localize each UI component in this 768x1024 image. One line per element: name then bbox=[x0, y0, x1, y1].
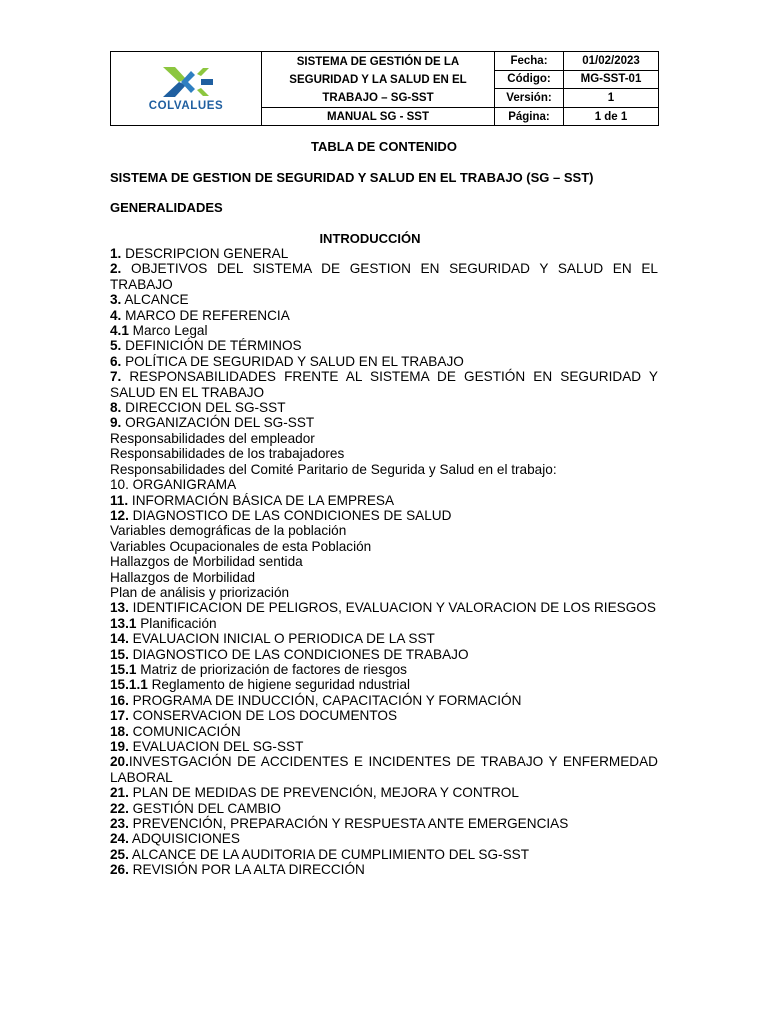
toc-item-text: COMUNICACIÓN bbox=[128, 723, 241, 739]
toc-item-number: 3. bbox=[110, 292, 122, 308]
toc-item bbox=[110, 677, 658, 692]
toc-item-text: REVISIÓN POR LA ALTA DIRECCIÓN bbox=[128, 862, 365, 878]
toc-item bbox=[110, 323, 658, 338]
toc-item-text: Responsabilidades de los trabajadores bbox=[110, 446, 345, 462]
toc-item-text: IDENTIFICACION DE PELIGROS, EVALUACION Y VALORACION DE LOS RIESGOS bbox=[128, 600, 656, 616]
toc-item-text: DIRECCION DEL SG-SST bbox=[121, 400, 286, 416]
toc-item-number: 17. bbox=[110, 708, 129, 724]
toc-item bbox=[110, 539, 658, 554]
toc-item bbox=[110, 831, 658, 846]
toc-item bbox=[110, 708, 658, 723]
system-title: SISTEMA DE GESTION DE SEGURIDAD Y SALUD EN EL TRABAJO (SG – SST) bbox=[110, 170, 594, 185]
toc-item-text: Reglamento de higiene seguridad ndustrial bbox=[147, 677, 411, 693]
toc-item bbox=[110, 493, 658, 508]
toc-item-text: PREVENCIÓN, PREPARACIÓN Y RESPUESTA ANTE EMERGENCIAS bbox=[128, 816, 569, 832]
toc-item-number: 9. bbox=[110, 415, 122, 431]
toc-item bbox=[110, 647, 658, 662]
manual-label: MANUAL SG - SST bbox=[262, 108, 495, 126]
generalidades-heading: GENERALIDADES bbox=[110, 200, 223, 215]
toc-item bbox=[110, 308, 658, 323]
toc-item-number: 7. bbox=[110, 369, 122, 385]
field-value-fecha: 01/02/2023 bbox=[564, 52, 659, 71]
toc-list bbox=[110, 246, 658, 878]
toc-item-text: MARCO DE REFERENCIA bbox=[121, 307, 290, 323]
toc-item-number: 19. bbox=[110, 739, 129, 754]
toc-item bbox=[110, 554, 658, 569]
toc-item bbox=[110, 261, 658, 292]
toc-item bbox=[110, 862, 658, 877]
toc-item-number: 26. bbox=[110, 862, 129, 878]
toc-item bbox=[110, 816, 658, 831]
introduccion-heading: INTRODUCCIÓN bbox=[319, 231, 421, 246]
toc-item-text: OBJETIVOS DEL SISTEMA DE GESTION EN SEGURIDAD Y SALUD EN EL TRABAJO bbox=[110, 261, 658, 292]
document-header-table bbox=[110, 51, 659, 126]
toc-item bbox=[110, 616, 658, 631]
toc-item bbox=[110, 354, 658, 369]
doc-title-line: SEGURIDAD Y LA SALUD EN EL bbox=[289, 74, 467, 86]
toc-heading: TABLA DE CONTENIDO bbox=[311, 139, 457, 154]
toc-item-number: 18. bbox=[110, 723, 129, 739]
toc-item-text: EVALUACION DEL SG-SST bbox=[128, 739, 304, 754]
toc-item bbox=[110, 585, 658, 600]
toc-item-number: 6. bbox=[110, 353, 122, 369]
toc-item-text: PROGRAMA DE INDUCCIÓN, CAPACITACIÓN Y FORMACIÓN bbox=[128, 692, 522, 708]
toc-item-number: 15.1.1 bbox=[110, 677, 148, 693]
toc-item bbox=[110, 292, 658, 307]
toc-item bbox=[110, 847, 658, 862]
toc-item-number: 22. bbox=[110, 800, 129, 816]
toc-item bbox=[110, 400, 658, 415]
field-label-fecha: Fecha: bbox=[495, 52, 564, 71]
toc-item bbox=[110, 508, 658, 523]
field-label-version: Versión: bbox=[495, 89, 564, 108]
toc-item bbox=[110, 801, 658, 816]
toc-item bbox=[110, 739, 658, 754]
toc-item bbox=[110, 431, 658, 446]
toc-item-number: 4. bbox=[110, 307, 122, 323]
toc-item-number: 13.1 bbox=[110, 615, 137, 631]
toc-item-text: ORGANIZACIÓN DEL SG-SST bbox=[121, 415, 315, 431]
toc-item bbox=[110, 693, 658, 708]
toc-item-number: 12. bbox=[110, 507, 129, 523]
toc-item-text: DESCRIPCION GENERAL bbox=[121, 246, 289, 261]
toc-item-text: Hallazgos de Morbilidad sentida bbox=[110, 554, 303, 570]
colvalues-logo-icon bbox=[157, 65, 215, 99]
toc-item-number: 23. bbox=[110, 816, 129, 832]
toc-item-number: 20. bbox=[110, 754, 129, 770]
toc-item bbox=[110, 415, 658, 430]
toc-item bbox=[110, 662, 658, 677]
toc-item-text: INFORMACIÓN BÁSICA DE LA EMPRESA bbox=[128, 492, 395, 508]
toc-item-number: 13. bbox=[110, 600, 129, 616]
toc-item-number: 16. bbox=[110, 692, 129, 708]
toc-item-number: 11. bbox=[110, 492, 129, 508]
toc-item-text: ADQUISICIONES bbox=[128, 831, 240, 847]
toc-item-text: INVESTGACIÓN DE ACCIDENTES E INCIDENTES DE TRABAJO Y ENFERMEDAD LABORAL bbox=[110, 754, 658, 785]
toc-item-text: GESTIÓN DEL CAMBIO bbox=[128, 800, 281, 816]
toc-item-text: DIAGNOSTICO DE LAS CONDICIONES DE TRABAJO bbox=[128, 646, 469, 662]
toc-item-text: DIAGNOSTICO DE LAS CONDICIONES DE SALUD bbox=[128, 507, 452, 523]
document-title bbox=[262, 52, 495, 108]
toc-item-text: Planificación bbox=[136, 615, 217, 631]
logo-cell bbox=[111, 52, 262, 126]
toc-item-text: RESPONSABILIDADES FRENTE AL SISTEMA DE GESTIÓN EN SEGURIDAD Y SALUD EN EL TRABAJO bbox=[110, 369, 658, 400]
toc-item bbox=[110, 600, 658, 615]
toc-item-text: Hallazgos de Morbilidad bbox=[110, 569, 256, 585]
logo-text: COLVALUES bbox=[148, 100, 224, 112]
toc-item bbox=[110, 369, 658, 400]
field-value-codigo: MG-SST-01 bbox=[564, 70, 659, 89]
toc-item-text: Variables Ocupacionales de esta Población bbox=[110, 538, 372, 554]
toc-item-text: Variables demográficas de la población bbox=[110, 523, 347, 539]
toc-item-text: Responsabilidades del empleador bbox=[110, 430, 315, 446]
toc-item bbox=[110, 523, 658, 538]
toc-item bbox=[110, 631, 658, 646]
toc-item-text: CONSERVACION DE LOS DOCUMENTOS bbox=[128, 708, 398, 724]
field-value-pagina: 1 de 1 bbox=[564, 108, 659, 126]
toc-item bbox=[110, 477, 658, 492]
toc-item-number: 25. bbox=[110, 846, 129, 862]
toc-item-number: 24. bbox=[110, 831, 129, 847]
toc-item bbox=[110, 785, 658, 800]
toc-item-number: 14. bbox=[110, 631, 129, 647]
toc-item bbox=[110, 462, 658, 477]
toc-item bbox=[110, 570, 658, 585]
toc-item-text: DEFINICIÓN DE TÉRMINOS bbox=[121, 338, 302, 354]
toc-item-number: 4.1 bbox=[110, 323, 129, 339]
toc-item-text: 10. ORGANIGRAMA bbox=[110, 477, 237, 493]
toc-item-text: PLAN DE MEDIDAS DE PREVENCIÓN, MEJORA Y CONTROL bbox=[128, 785, 519, 801]
toc-item-text: Matriz de priorización de factores de riesgos bbox=[136, 661, 407, 677]
toc-item-text: Responsabilidades del Comité Paritario de Segurida y Salud en el trabajo: bbox=[110, 461, 557, 477]
toc-item-text: Marco Legal bbox=[128, 323, 208, 339]
toc-item-number: 2. bbox=[110, 261, 122, 277]
toc-item bbox=[110, 338, 658, 353]
doc-title-line: SISTEMA DE GESTIÓN DE LA bbox=[296, 56, 460, 68]
toc-item-number: 15. bbox=[110, 646, 129, 662]
toc-item-text: EVALUACION INICIAL O PERIODICA DE LA SST bbox=[128, 631, 435, 647]
toc-item bbox=[110, 724, 658, 739]
toc-item bbox=[110, 446, 658, 461]
toc-item-number: 8. bbox=[110, 400, 122, 416]
toc-item-number: 21. bbox=[110, 785, 129, 801]
toc-item bbox=[110, 246, 658, 261]
toc-item-text: ALCANCE DE LA AUDITORIA DE CUMPLIMIENTO DEL SG-SST bbox=[128, 846, 530, 862]
toc-item bbox=[110, 754, 658, 785]
field-value-version: 1 bbox=[564, 89, 659, 108]
toc-item-number: 15.1 bbox=[110, 661, 137, 677]
toc-item-text: ALCANCE bbox=[121, 292, 189, 308]
toc-item-number: 1. bbox=[110, 246, 122, 261]
toc-item-text: Plan de análisis y priorización bbox=[110, 584, 290, 600]
field-label-pagina: Página: bbox=[495, 108, 564, 126]
toc-item-text: POLÍTICA DE SEGURIDAD Y SALUD EN EL TRABAJO bbox=[121, 353, 464, 369]
doc-title-line: TRABAJO – SG-SST bbox=[322, 92, 434, 104]
toc-item-number: 5. bbox=[110, 338, 122, 354]
field-label-codigo: Código: bbox=[495, 70, 564, 89]
